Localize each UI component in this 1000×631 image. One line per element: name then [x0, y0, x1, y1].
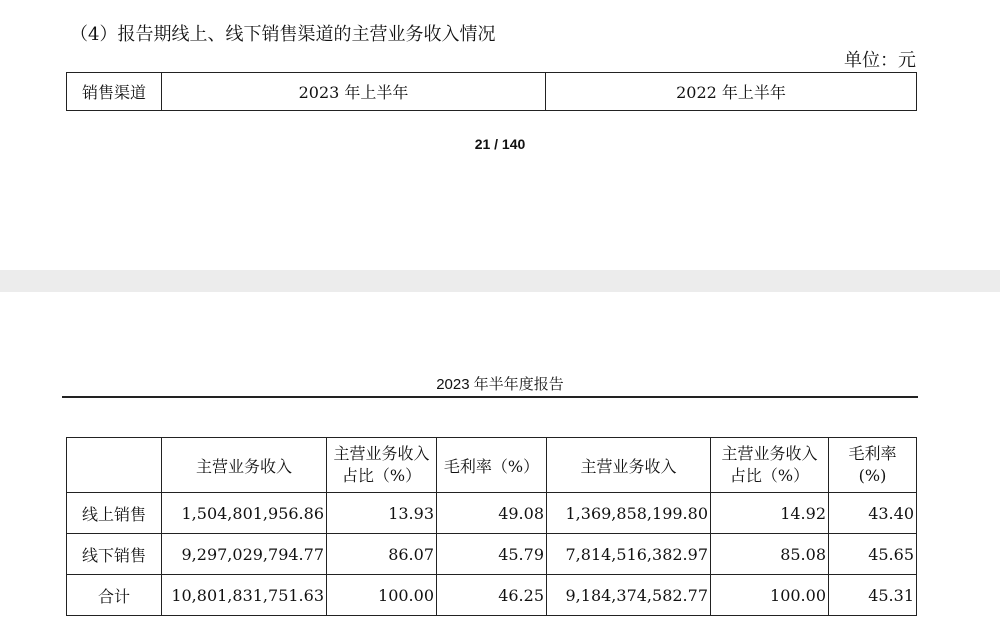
- cell-margin-2023: 45.79: [437, 534, 547, 575]
- header-channel: 销售渠道: [67, 73, 162, 111]
- page-gap: [0, 270, 1000, 292]
- table-row-online: [67, 493, 917, 534]
- section-title: （4）报告期线上、线下销售渠道的主营业务收入情况: [70, 24, 496, 45]
- cell-rev-2023: 9,297,029,794.77: [162, 534, 327, 575]
- channel-header-table: [66, 72, 917, 111]
- cell-share-2022: 14.92: [711, 493, 829, 534]
- cell-share-2022: 85.08: [711, 534, 829, 575]
- header-share-2022: [711, 438, 829, 493]
- cell-share-2022: 100.00: [711, 575, 829, 616]
- cell-rev-2022: 1,369,858,199.80: [547, 493, 711, 534]
- header-revenue-2022: 主营业务收入: [547, 438, 711, 493]
- table-row-offline: [67, 534, 917, 575]
- cell-share-2023: 100.00: [327, 575, 437, 616]
- header-share-2023-line1: 主营业务收入: [333, 444, 430, 463]
- unit-label: 单位：元: [844, 50, 916, 71]
- header-share-2022-line2: 占比（%）: [729, 466, 810, 485]
- cell-rev-2022: 7,814,516,382.97: [547, 534, 711, 575]
- cell-rev-2023: 10,801,831,751.63: [162, 575, 327, 616]
- header-period-2023: 2023 年上半年: [162, 73, 546, 111]
- cell-rev-2022: 9,184,374,582.77: [547, 575, 711, 616]
- cell-share-2023: 13.93: [327, 493, 437, 534]
- header-margin-2022-line2: (%): [858, 466, 887, 485]
- cell-margin-2023: 49.08: [437, 493, 547, 534]
- page-number: 21 / 140: [474, 136, 526, 152]
- cell-margin-2022: 45.65: [829, 534, 917, 575]
- header-share-2023-line2: 占比（%）: [341, 466, 422, 485]
- header-rule: [62, 396, 918, 398]
- header-share-2022-line1: 主营业务收入: [721, 444, 818, 463]
- header-margin-2022: [829, 438, 917, 493]
- cell-margin-2022: 45.31: [829, 575, 917, 616]
- report-header: 2023 年半年度报告: [436, 376, 564, 393]
- row-channel: 合计: [67, 575, 162, 616]
- channel-revenue-table: [66, 437, 917, 616]
- header-empty-cell: [67, 438, 162, 493]
- header-share-2023: [327, 438, 437, 493]
- table-header-row: [67, 438, 917, 493]
- cell-margin-2022: 43.40: [829, 493, 917, 534]
- page-21: [0, 0, 1000, 270]
- header-revenue-2023: 主营业务收入: [162, 438, 327, 493]
- table-row-total: [67, 575, 917, 616]
- cell-margin-2023: 46.25: [437, 575, 547, 616]
- row-channel: 线下销售: [67, 534, 162, 575]
- cell-rev-2023: 1,504,801,956.86: [162, 493, 327, 534]
- page-22: [0, 292, 1000, 631]
- cell-share-2023: 86.07: [327, 534, 437, 575]
- row-channel: 线上销售: [67, 493, 162, 534]
- table-header-row: [67, 73, 917, 111]
- header-margin-2022-line1: 毛利率: [848, 444, 897, 463]
- header-margin-2023: 毛利率（%）: [437, 438, 547, 493]
- header-period-2022: 2022 年上半年: [546, 73, 917, 111]
